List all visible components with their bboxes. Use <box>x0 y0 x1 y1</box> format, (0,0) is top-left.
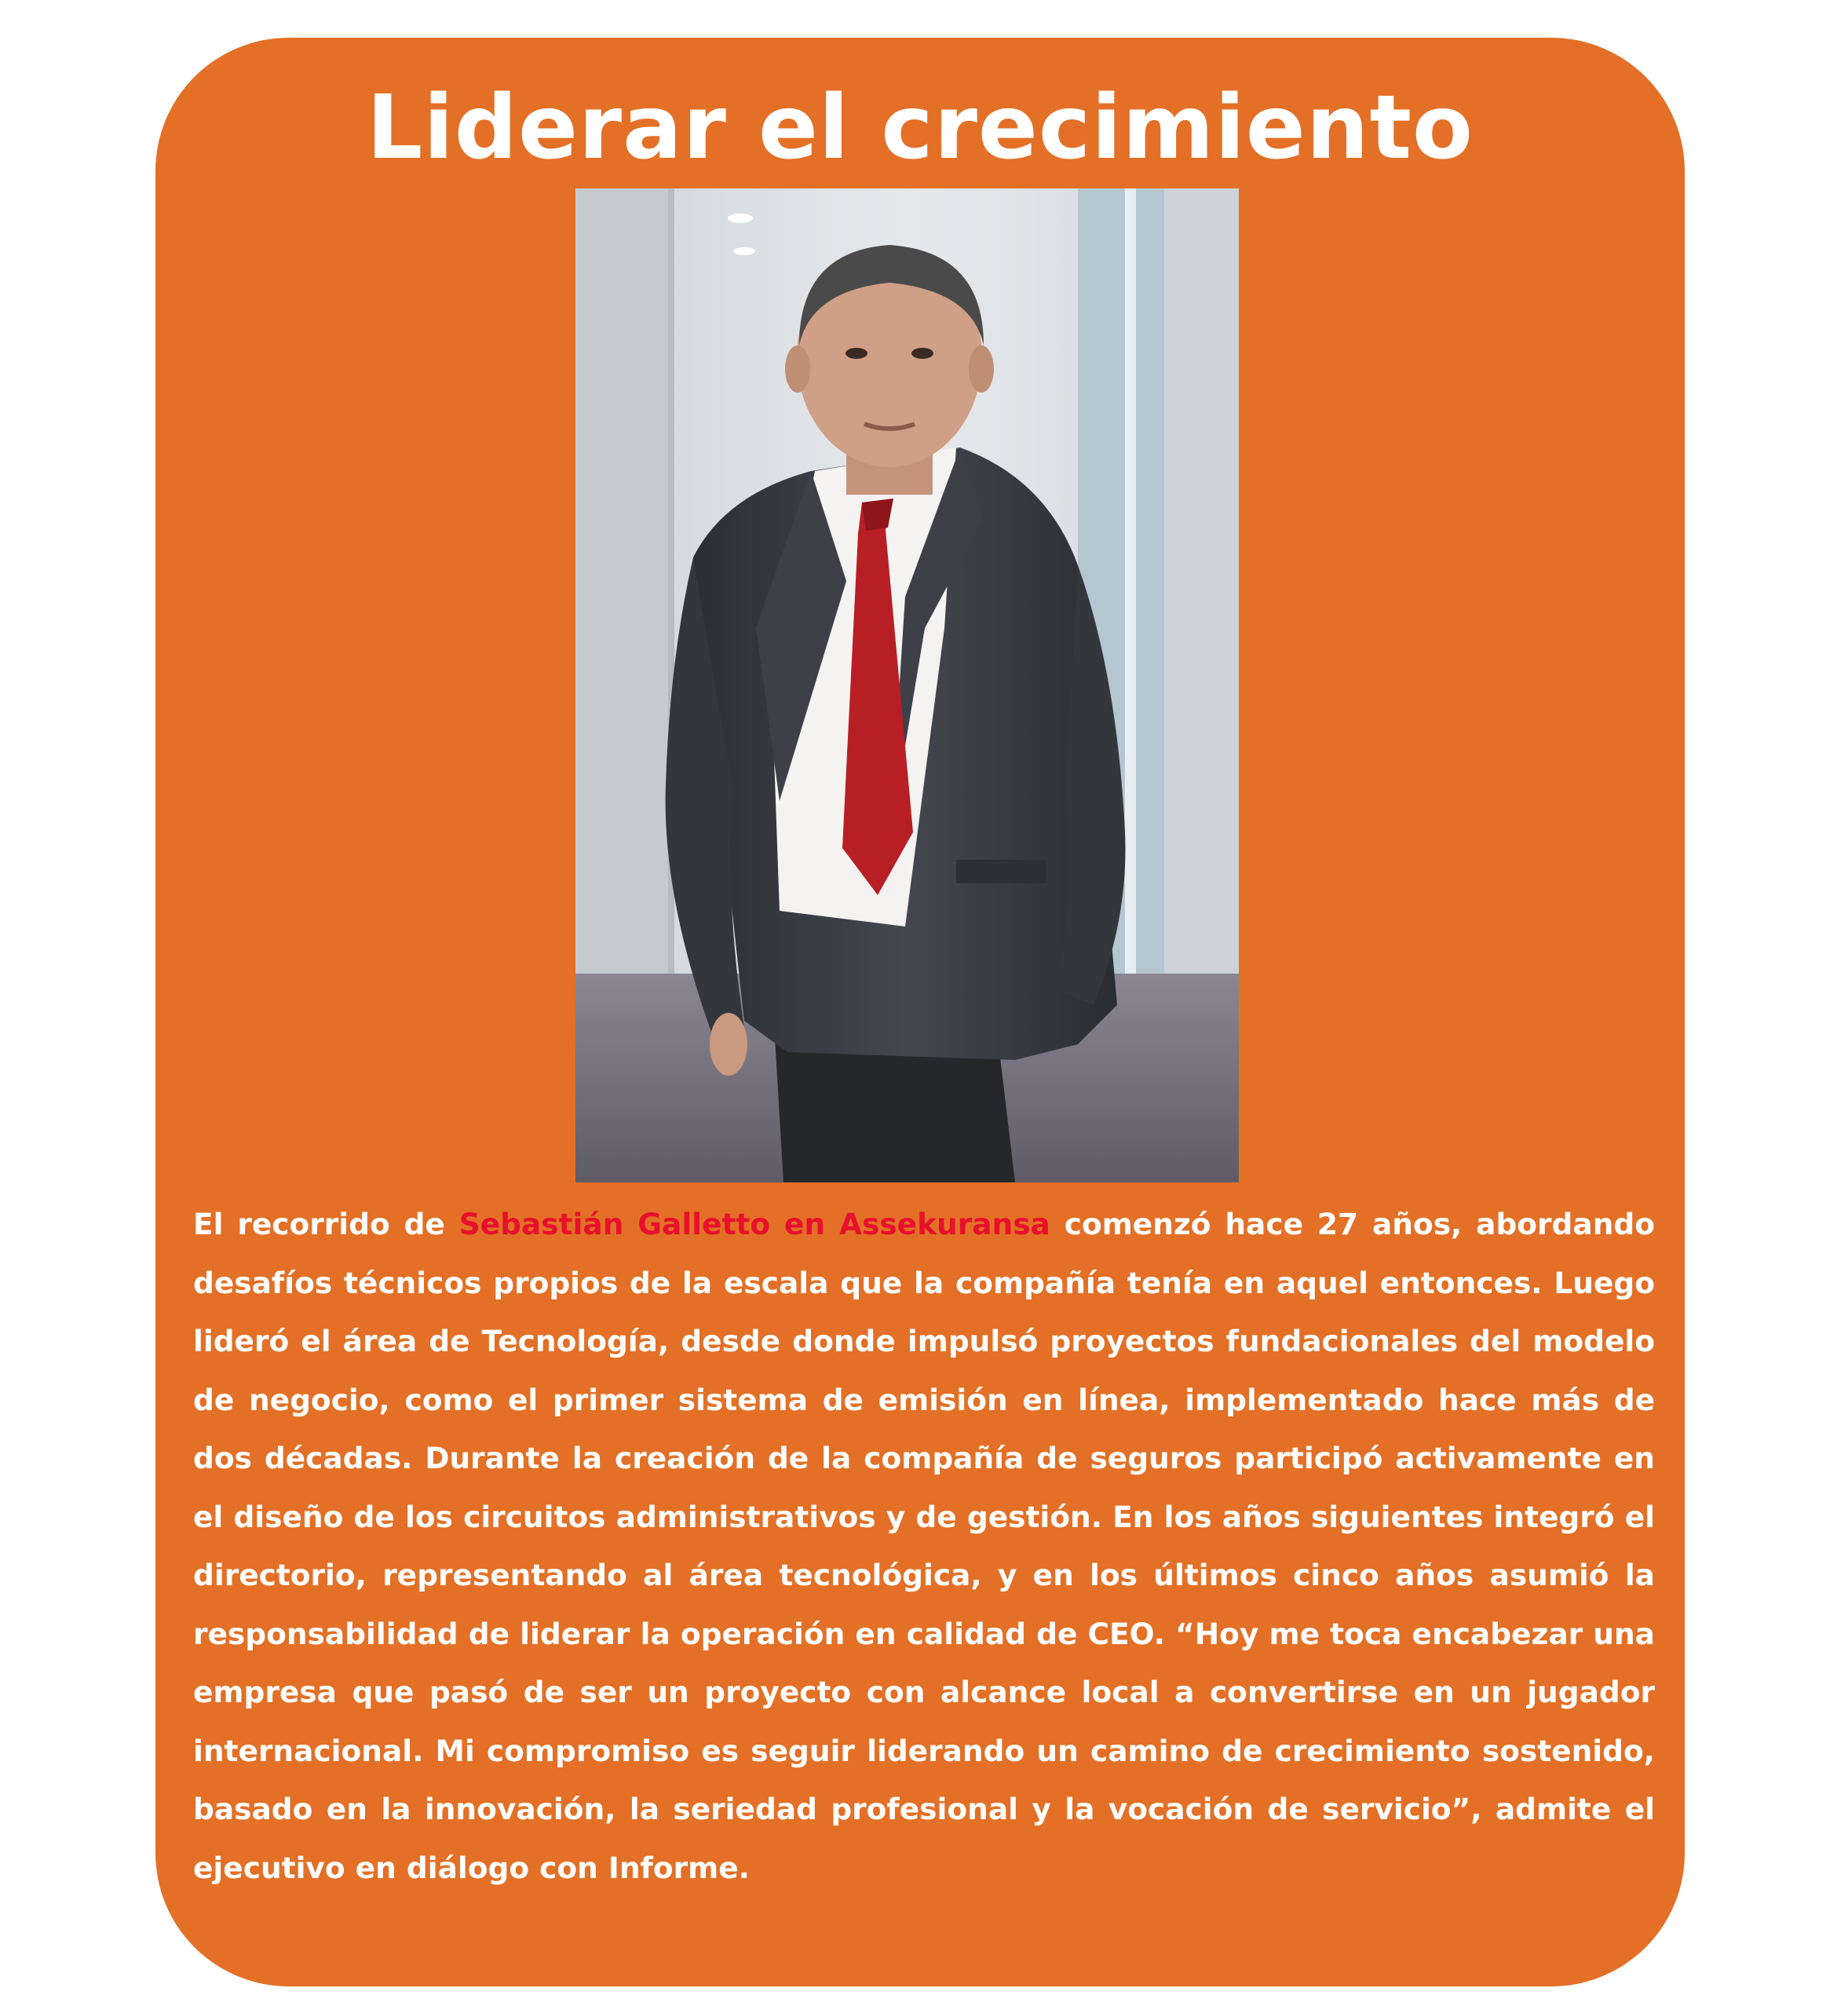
executive-quote: “Hoy me toca encabezar una empresa que pasó de ser un proyecto con alcance local a convertirse en un jugador internacional. Mi compromiso es seguir liderando un camino de crecimiento sostenido, basado en la innovación, la seriedad profesional y la vocación de servicio”, admite el ejecutivo en diálogo con Informe. <box>193 1616 1655 1885</box>
body-text: comenzó hace 27 años, abordando desafíos técnicos propios de la escala que la compañía tenía en aquel entonces. Luego lideró el área de Tecnología, desde donde impulsó proyectos fundacionales del modelo de negocio, como el primer sistema de emisión en línea, implementado hace más de dos décadas. Durante la creación de la compañía de seguros participó activamente en el diseño de los circuitos administrativos y de gestión. En los años siguientes integró el directorio, representando al área tecnológica, y en los últimos cinco años asumió la responsabilidad de liderar la operación en calidad de CEO. <box>193 1207 1655 1651</box>
highlighted-name: Sebastián Galletto en Assekuransa <box>458 1207 1050 1241</box>
article-body <box>193 1195 1655 1897</box>
article-card <box>155 38 1685 1986</box>
body-intro: El recorrido de <box>193 1207 459 1241</box>
executive-portrait-photo <box>575 188 1239 1182</box>
article-title: Liderar el crecimiento <box>367 77 1474 179</box>
